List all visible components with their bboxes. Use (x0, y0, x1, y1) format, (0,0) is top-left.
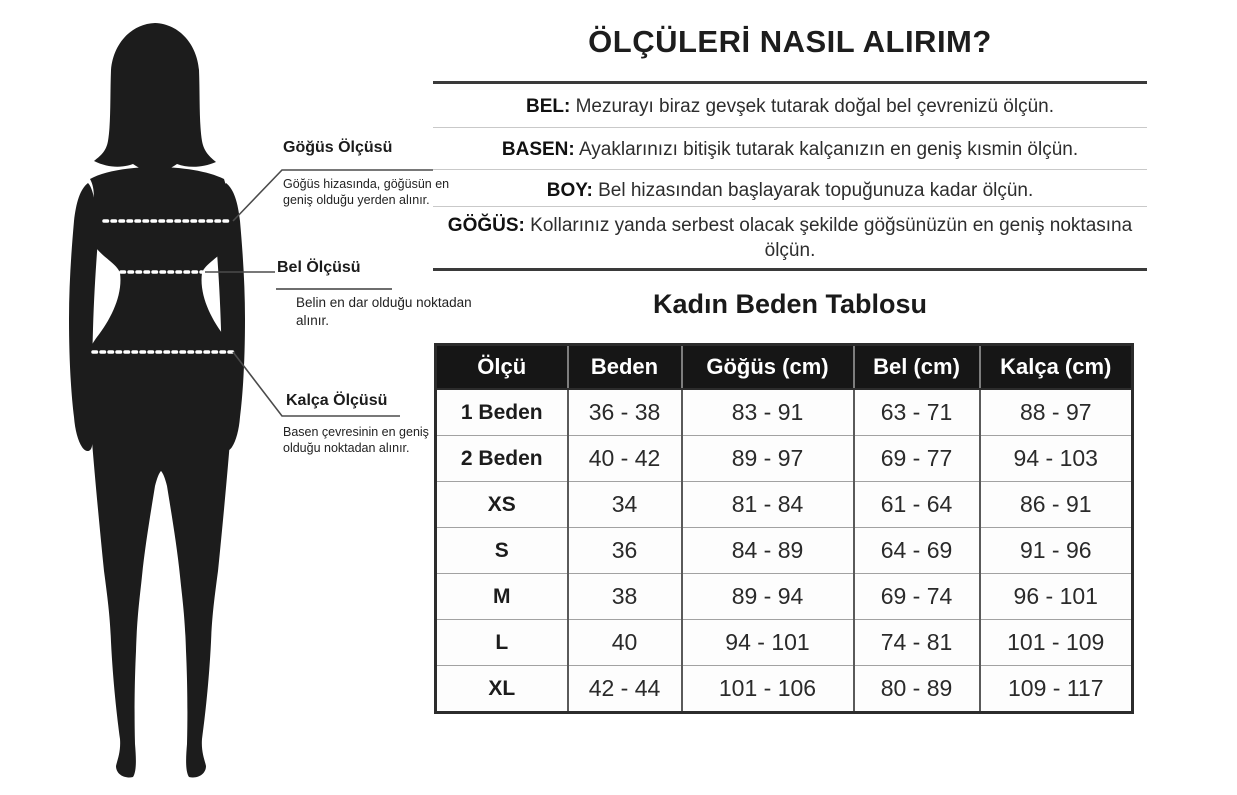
instruction-bel-text: Mezurayı biraz gevşek tutarak doğal bel çevrenizü ölçün. (575, 96, 1055, 117)
cell-size: XL (436, 666, 568, 713)
divider-heavy-bottom (433, 268, 1147, 271)
cell-kalca: 91 - 96 (980, 528, 1133, 574)
cell-bel: 64 - 69 (854, 528, 980, 574)
head-hair-shape (94, 23, 216, 172)
cell-bel: 74 - 81 (854, 620, 980, 666)
size-table-header-row (436, 345, 1133, 390)
howto-title: ÖLÇÜLERİ NASIL ALIRIM? (588, 24, 992, 59)
instruction-boy-term: BOY: (546, 180, 593, 201)
table-row (436, 574, 1133, 620)
table-row (436, 436, 1133, 482)
torso-legs-shape (86, 167, 236, 777)
female-body-silhouette (40, 15, 300, 790)
header-kalca: Kalça (cm) (980, 345, 1133, 390)
instruction-boy-text: Bel hizasından başlayarak topuğunuza kadar ölçün. (598, 180, 1034, 201)
cell-bel: 63 - 71 (854, 389, 980, 436)
hip-callout-title: Kalça Ölçüsü (286, 392, 388, 409)
cell-size: M (436, 574, 568, 620)
cell-gogus: 89 - 97 (682, 436, 854, 482)
cell-beden: 42 - 44 (568, 666, 682, 713)
table-row (436, 620, 1133, 666)
waist-callout-desc: Belin en dar olduğu noktadan alınır. (296, 295, 472, 328)
cell-size: 1 Beden (436, 389, 568, 436)
cell-size: L (436, 620, 568, 666)
divider-thin-1 (433, 127, 1147, 128)
size-table (434, 343, 1134, 714)
divider-thin-3 (433, 206, 1147, 207)
cell-beden: 34 (568, 482, 682, 528)
header-gogus: Göğüs (cm) (682, 345, 854, 390)
cell-beden: 40 (568, 620, 682, 666)
table-row (436, 389, 1133, 436)
cell-kalca: 109 - 117 (980, 666, 1133, 713)
instruction-basen (433, 137, 1147, 162)
header-beden: Beden (568, 345, 682, 390)
instruction-basen-term: BASEN: (501, 139, 575, 160)
table-row (436, 528, 1133, 574)
instruction-bel-term: BEL: (525, 96, 571, 117)
cell-kalca: 101 - 109 (980, 620, 1133, 666)
header-bel: Bel (cm) (854, 345, 980, 390)
table-row (436, 482, 1133, 528)
cell-kalca: 96 - 101 (980, 574, 1133, 620)
hip-callout-desc: Basen çevresinin en geniş olduğu noktadan alınır. (283, 425, 429, 456)
cell-kalca: 94 - 103 (980, 436, 1133, 482)
instruction-gogus-text: Kollarınız yanda serbest olacak şekilde göğsünüzün en geniş noktasına ölçün. (530, 215, 1133, 261)
cell-kalca: 88 - 97 (980, 389, 1133, 436)
header-olcu: Ölçü (436, 345, 568, 390)
cell-beden: 36 - 38 (568, 389, 682, 436)
waist-callout-title: Bel Ölçüsü (277, 259, 361, 276)
divider-thin-2 (433, 169, 1147, 170)
cell-gogus: 94 - 101 (682, 620, 854, 666)
cell-beden: 40 - 42 (568, 436, 682, 482)
chest-callout-desc: Göğüs hizasında, göğüsün en geniş olduğu yerden alınır. (283, 177, 450, 208)
cell-kalca: 86 - 91 (980, 482, 1133, 528)
cell-gogus: 101 - 106 (682, 666, 854, 713)
cell-size: S (436, 528, 568, 574)
cell-size: XS (436, 482, 568, 528)
cell-gogus: 83 - 91 (682, 389, 854, 436)
instruction-basen-text: Ayaklarınızı bitişik tutarak kalçanızın en geniş kısmin ölçün. (578, 139, 1079, 160)
female-body-silhouette-svg (40, 15, 300, 790)
cell-size: 2 Beden (436, 436, 568, 482)
table-row (436, 666, 1133, 713)
cell-beden: 38 (568, 574, 682, 620)
cell-beden: 36 (568, 528, 682, 574)
instruction-boy (433, 178, 1147, 203)
cell-bel: 80 - 89 (854, 666, 980, 713)
size-table-title: Kadın Beden Tablosu (652, 289, 928, 319)
cell-gogus: 84 - 89 (682, 528, 854, 574)
cell-gogus: 81 - 84 (682, 482, 854, 528)
cell-bel: 69 - 74 (854, 574, 980, 620)
instruction-gogus (433, 213, 1147, 263)
cell-bel: 69 - 77 (854, 436, 980, 482)
cell-bel: 61 - 64 (854, 482, 980, 528)
instruction-bel (433, 94, 1147, 119)
cell-gogus: 89 - 94 (682, 574, 854, 620)
chest-callout-title: Göğüs Ölçüsü (283, 139, 393, 156)
divider-heavy-top (433, 81, 1147, 84)
instruction-gogus-term: GÖĞÜS: (447, 215, 525, 236)
